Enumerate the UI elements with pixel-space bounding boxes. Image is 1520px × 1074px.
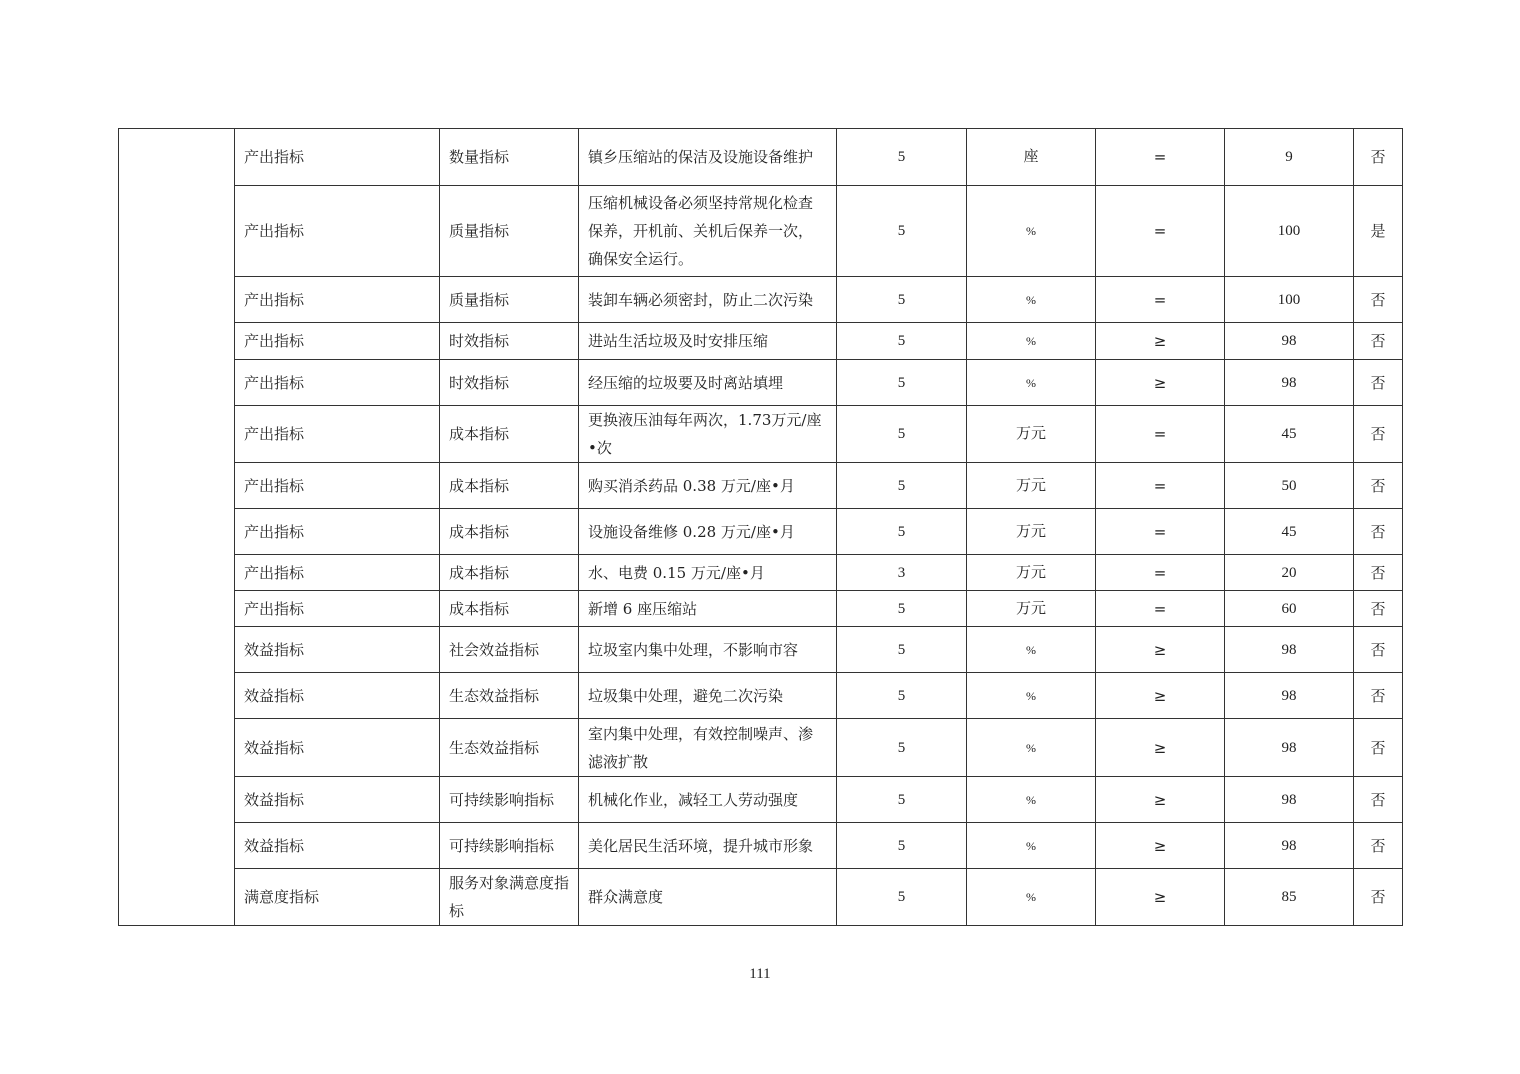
- row-key-flag: 否: [1354, 555, 1403, 591]
- row-category: 效益指标: [235, 673, 440, 719]
- row-description: 购买消杀药品 0.38 万元/座•月: [579, 463, 837, 509]
- row-weight: 5: [837, 360, 967, 406]
- row-operator: ≥: [1096, 323, 1225, 360]
- row-key-flag: 否: [1354, 627, 1403, 673]
- row-weight: 5: [837, 186, 967, 277]
- row-weight: 5: [837, 129, 967, 186]
- row-unit: 万元: [967, 406, 1096, 463]
- row-category: 满意度指标: [235, 869, 440, 926]
- row-operator: ≥: [1096, 360, 1225, 406]
- row-operator: ≥: [1096, 777, 1225, 823]
- row-weight: 5: [837, 463, 967, 509]
- row-operator: ≥: [1096, 627, 1225, 673]
- row-category: 产出指标: [235, 555, 440, 591]
- row-description: 垃圾室内集中处理，不影响市容: [579, 627, 837, 673]
- row-key-flag: 是: [1354, 186, 1403, 277]
- row-subcategory: 生态效益指标: [440, 719, 579, 777]
- row-operator: =: [1096, 591, 1225, 627]
- row-operator: ≥: [1096, 673, 1225, 719]
- row-operator: =: [1096, 555, 1225, 591]
- row-category: 效益指标: [235, 627, 440, 673]
- row-unit: %: [967, 277, 1096, 323]
- row-weight: 5: [837, 719, 967, 777]
- row-operator: =: [1096, 509, 1225, 555]
- row-category: 产出指标: [235, 463, 440, 509]
- row-key-flag: 否: [1354, 509, 1403, 555]
- row-target-value: 98: [1225, 777, 1354, 823]
- row-subcategory: 可持续影响指标: [440, 823, 579, 869]
- row-key-flag: 否: [1354, 591, 1403, 627]
- row-target-value: 98: [1225, 823, 1354, 869]
- table-row: [119, 509, 1403, 555]
- row-weight: 5: [837, 591, 967, 627]
- row-unit: 万元: [967, 591, 1096, 627]
- row-unit: 座: [967, 129, 1096, 186]
- row-key-flag: 否: [1354, 463, 1403, 509]
- table-row: [119, 406, 1403, 463]
- row-key-flag: 否: [1354, 360, 1403, 406]
- table-row: [119, 777, 1403, 823]
- row-category: 效益指标: [235, 719, 440, 777]
- row-category: 效益指标: [235, 823, 440, 869]
- row-target-value: 98: [1225, 673, 1354, 719]
- row-subcategory: 时效指标: [440, 323, 579, 360]
- row-subcategory: 成本指标: [440, 463, 579, 509]
- table-row: [119, 277, 1403, 323]
- row-description: 垃圾集中处理，避免二次污染: [579, 673, 837, 719]
- row-unit: %: [967, 869, 1096, 926]
- row-unit: %: [967, 186, 1096, 277]
- row-description: 压缩机械设备必须坚持常规化检查保养，开机前、关机后保养一次，确保安全运行。: [579, 186, 837, 277]
- row-subcategory: 成本指标: [440, 555, 579, 591]
- row-key-flag: 否: [1354, 823, 1403, 869]
- row-category: 产出指标: [235, 591, 440, 627]
- row-subcategory: 可持续影响指标: [440, 777, 579, 823]
- table-row: [119, 463, 1403, 509]
- row-operator: =: [1096, 129, 1225, 186]
- row-operator: =: [1096, 186, 1225, 277]
- row-unit: 万元: [967, 509, 1096, 555]
- row-operator: =: [1096, 406, 1225, 463]
- row-key-flag: 否: [1354, 719, 1403, 777]
- row-target-value: 100: [1225, 186, 1354, 277]
- table-row: [119, 673, 1403, 719]
- row-weight: 5: [837, 627, 967, 673]
- row-unit: %: [967, 673, 1096, 719]
- row-weight: 5: [837, 406, 967, 463]
- table-body: [119, 129, 1403, 926]
- row-unit: %: [967, 823, 1096, 869]
- row-description: 水、电费 0.15 万元/座•月: [579, 555, 837, 591]
- performance-indicator-table: [118, 128, 1403, 926]
- row-target-value: 20: [1225, 555, 1354, 591]
- row-description: 室内集中处理，有效控制噪声、渗滤液扩散: [579, 719, 837, 777]
- row-subcategory: 生态效益指标: [440, 673, 579, 719]
- row-key-flag: 否: [1354, 323, 1403, 360]
- row-target-value: 9: [1225, 129, 1354, 186]
- row-subcategory: 成本指标: [440, 406, 579, 463]
- row-weight: 3: [837, 555, 967, 591]
- table-row: [119, 186, 1403, 277]
- row-operator: ≥: [1096, 719, 1225, 777]
- row-weight: 5: [837, 777, 967, 823]
- row-operator: ≥: [1096, 869, 1225, 926]
- row-description: 镇乡压缩站的保洁及设施设备维护: [579, 129, 837, 186]
- row-subcategory: 成本指标: [440, 509, 579, 555]
- row-category: 产出指标: [235, 323, 440, 360]
- row-target-value: 98: [1225, 627, 1354, 673]
- row-category: 效益指标: [235, 777, 440, 823]
- table-row: [119, 323, 1403, 360]
- row-key-flag: 否: [1354, 777, 1403, 823]
- row-subcategory: 时效指标: [440, 360, 579, 406]
- row-category: 产出指标: [235, 129, 440, 186]
- row-unit: 万元: [967, 463, 1096, 509]
- row-description: 美化居民生活环境，提升城市形象: [579, 823, 837, 869]
- row-category: 产出指标: [235, 186, 440, 277]
- row-weight: 5: [837, 509, 967, 555]
- row-description: 群众满意度: [579, 869, 837, 926]
- row-category: 产出指标: [235, 509, 440, 555]
- table-row: [119, 555, 1403, 591]
- row-unit: %: [967, 323, 1096, 360]
- row-subcategory: 质量指标: [440, 277, 579, 323]
- row-target-value: 45: [1225, 509, 1354, 555]
- row-description: 进站生活垃圾及时安排压缩: [579, 323, 837, 360]
- row-target-value: 85: [1225, 869, 1354, 926]
- row-target-value: 60: [1225, 591, 1354, 627]
- row-unit: %: [967, 777, 1096, 823]
- row-unit: %: [967, 627, 1096, 673]
- table-row: [119, 823, 1403, 869]
- table-row: [119, 591, 1403, 627]
- row-target-value: 98: [1225, 719, 1354, 777]
- row-description: 更换液压油每年两次，1.73万元/座•次: [579, 406, 837, 463]
- row-key-flag: 否: [1354, 673, 1403, 719]
- row-subcategory: 质量指标: [440, 186, 579, 277]
- row-target-value: 100: [1225, 277, 1354, 323]
- row-description: 设施设备维修 0.28 万元/座•月: [579, 509, 837, 555]
- row-category: 产出指标: [235, 406, 440, 463]
- table-row: [119, 129, 1403, 186]
- row-key-flag: 否: [1354, 406, 1403, 463]
- row-target-value: 98: [1225, 323, 1354, 360]
- row-unit: %: [967, 719, 1096, 777]
- row-description: 装卸车辆必须密封，防止二次污染: [579, 277, 837, 323]
- row-target-value: 45: [1225, 406, 1354, 463]
- row-key-flag: 否: [1354, 277, 1403, 323]
- row-subcategory: 成本指标: [440, 591, 579, 627]
- table-row: [119, 869, 1403, 926]
- page-number: 111: [749, 966, 771, 982]
- row-operator: ≥: [1096, 823, 1225, 869]
- row-key-flag: 否: [1354, 869, 1403, 926]
- row-subcategory: 数量指标: [440, 129, 579, 186]
- table-row: [119, 627, 1403, 673]
- row-unit: %: [967, 360, 1096, 406]
- row-description: 新增 6 座压缩站: [579, 591, 837, 627]
- merged-first-column: [119, 129, 235, 926]
- row-description: 机械化作业，减轻工人劳动强度: [579, 777, 837, 823]
- row-category: 产出指标: [235, 277, 440, 323]
- row-operator: =: [1096, 277, 1225, 323]
- row-weight: 5: [837, 823, 967, 869]
- table-row: [119, 719, 1403, 777]
- row-target-value: 98: [1225, 360, 1354, 406]
- row-subcategory: 社会效益指标: [440, 627, 579, 673]
- row-weight: 5: [837, 323, 967, 360]
- row-category: 产出指标: [235, 360, 440, 406]
- row-target-value: 50: [1225, 463, 1354, 509]
- row-unit: 万元: [967, 555, 1096, 591]
- table-row: [119, 360, 1403, 406]
- row-weight: 5: [837, 277, 967, 323]
- row-operator: =: [1096, 463, 1225, 509]
- row-key-flag: 否: [1354, 129, 1403, 186]
- row-weight: 5: [837, 673, 967, 719]
- row-description: 经压缩的垃圾要及时离站填埋: [579, 360, 837, 406]
- row-subcategory: 服务对象满意度指标: [440, 869, 579, 926]
- row-weight: 5: [837, 869, 967, 926]
